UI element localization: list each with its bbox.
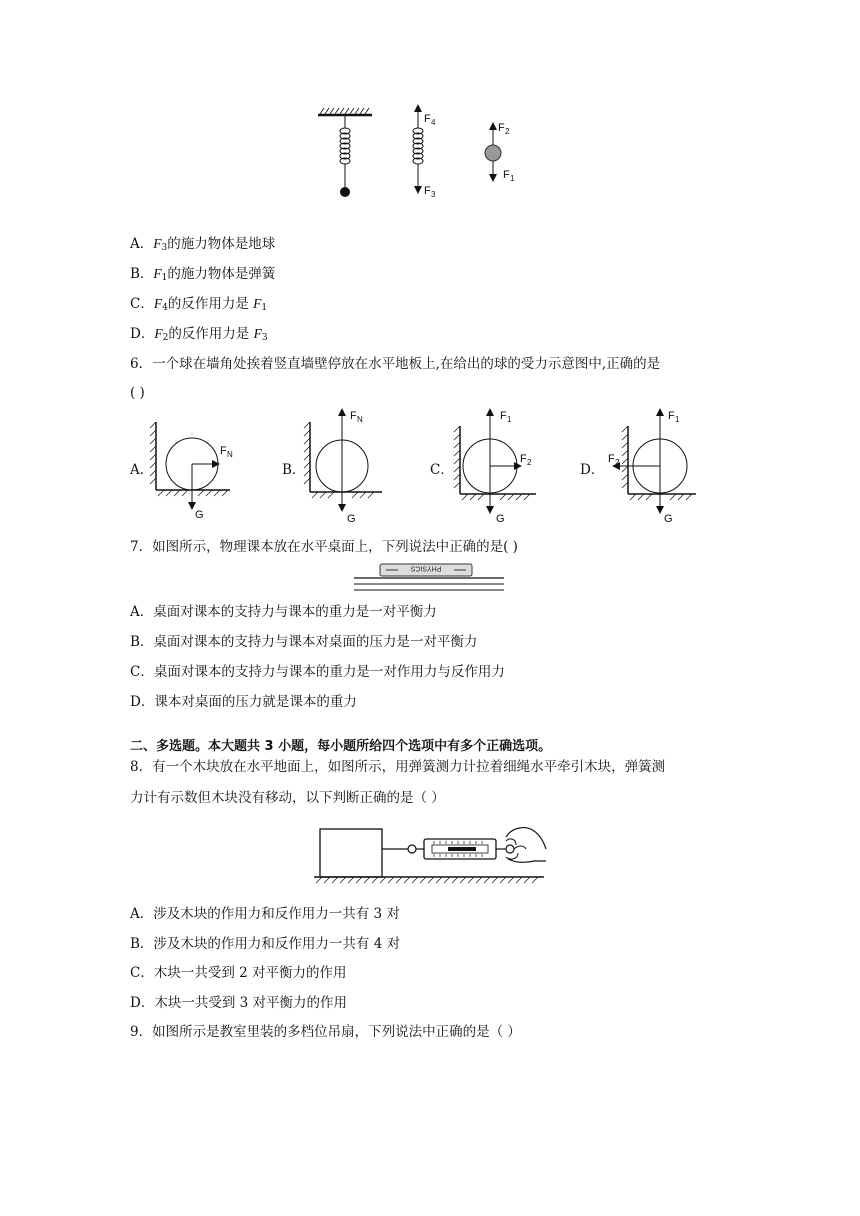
svg-text:F: F bbox=[220, 445, 227, 457]
svg-text:4: 4 bbox=[431, 118, 436, 127]
svg-text:G: G bbox=[195, 509, 204, 521]
svg-text:F: F bbox=[520, 453, 527, 465]
q5-option-c: C．$F_4$的反作用力是 $F_1$ bbox=[130, 296, 268, 313]
svg-text:3: 3 bbox=[431, 190, 436, 199]
book-title: PHYSICS bbox=[410, 564, 442, 572]
svg-text:1: 1 bbox=[510, 174, 515, 183]
svg-text:F: F bbox=[668, 410, 675, 422]
q8-stem-line2: 力计有示数但木块没有移动，以下判断正确的是（ ） bbox=[130, 790, 445, 806]
q5-option-d: D．$F_2$的反作用力是 $F_3$ bbox=[130, 326, 268, 343]
q6-stem-line1: 6．一个球在墙角处挨着竖直墙壁停放在水平地板上,在给出的球的受力示意图中,正确的是 bbox=[130, 356, 661, 372]
spring-force-figure bbox=[310, 100, 540, 205]
q7-stem: 7．如图所示，物理课本放在水平桌面上，下列说法中正确的是( ) bbox=[130, 539, 518, 555]
q6-stem-line2: ( ) bbox=[130, 385, 145, 401]
q6-option-c-label: C． bbox=[430, 462, 454, 478]
q6-option-d-diagram bbox=[598, 402, 698, 524]
q6-option-b-diagram bbox=[302, 402, 397, 524]
svg-text:G: G bbox=[496, 513, 505, 524]
section-heading-multiple-choice: 二、多选题。本大题共 3 小题，每小题所给四个选项中有多个正确选项。 bbox=[130, 739, 552, 754]
svg-text:F: F bbox=[608, 453, 615, 465]
q8-option-a: A．涉及木块的作用力和反作用力一共有 3 对 bbox=[130, 906, 400, 922]
q5-option-a: A．$F_3$的施力物体是地球 bbox=[130, 236, 276, 253]
f3-label: F bbox=[424, 185, 431, 197]
q7-option-d: D．课本对桌面的压力就是课本的重力 bbox=[130, 694, 357, 710]
q6-option-a-diagram bbox=[150, 418, 245, 523]
svg-text:N: N bbox=[227, 450, 233, 459]
q8-option-d: D．木块一共受到 3 对平衡力的作用 bbox=[130, 995, 347, 1011]
q7-option-b: B．桌面对课本的支持力与课本对桌面的压力是一对平衡力 bbox=[130, 634, 478, 650]
q7-option-c: C．桌面对课本的支持力与课本的重力是一对作用力与反作用力 bbox=[130, 664, 505, 680]
q6-option-b-label: B． bbox=[282, 462, 306, 478]
svg-text:F: F bbox=[500, 410, 507, 422]
svg-text:N: N bbox=[357, 415, 363, 424]
svg-text:1: 1 bbox=[507, 415, 512, 424]
spring-scale-block-figure bbox=[312, 823, 547, 889]
q7-option-a: A．桌面对课本的支持力与课本的重力是一对平衡力 bbox=[130, 604, 437, 620]
svg-text:1: 1 bbox=[675, 415, 680, 424]
q9-stem: 9．如图所示是教室里装的多档位吊扇，下列说法中正确的是（ ） bbox=[130, 1024, 521, 1040]
svg-text:2: 2 bbox=[505, 127, 510, 136]
q8-option-c: C．木块一共受到 2 对平衡力的作用 bbox=[130, 965, 347, 981]
q6-option-d-label: D． bbox=[580, 462, 605, 478]
q5-option-b: B．$F_1$的施力物体是弹簧 bbox=[130, 266, 276, 283]
f4-label: F bbox=[424, 113, 431, 125]
svg-text:G: G bbox=[664, 513, 673, 524]
f1-label: F bbox=[503, 169, 510, 181]
q6-option-a-label: A． bbox=[130, 462, 154, 478]
svg-text:2: 2 bbox=[527, 458, 532, 467]
book-on-desk-figure bbox=[352, 562, 507, 594]
q8-stem-line1: 8．有一个木块放在水平地面上，如图所示，用弹簧测力计拉着细绳水平牵引木块，弹簧测 bbox=[130, 759, 666, 775]
svg-text:2: 2 bbox=[615, 458, 620, 467]
q8-option-b: B．涉及木块的作用力和反作用力一共有 4 对 bbox=[130, 936, 401, 952]
q6-option-c-diagram bbox=[452, 402, 552, 524]
f2-label: F bbox=[498, 122, 505, 134]
svg-text:G: G bbox=[347, 513, 356, 524]
svg-text:F: F bbox=[350, 410, 357, 422]
